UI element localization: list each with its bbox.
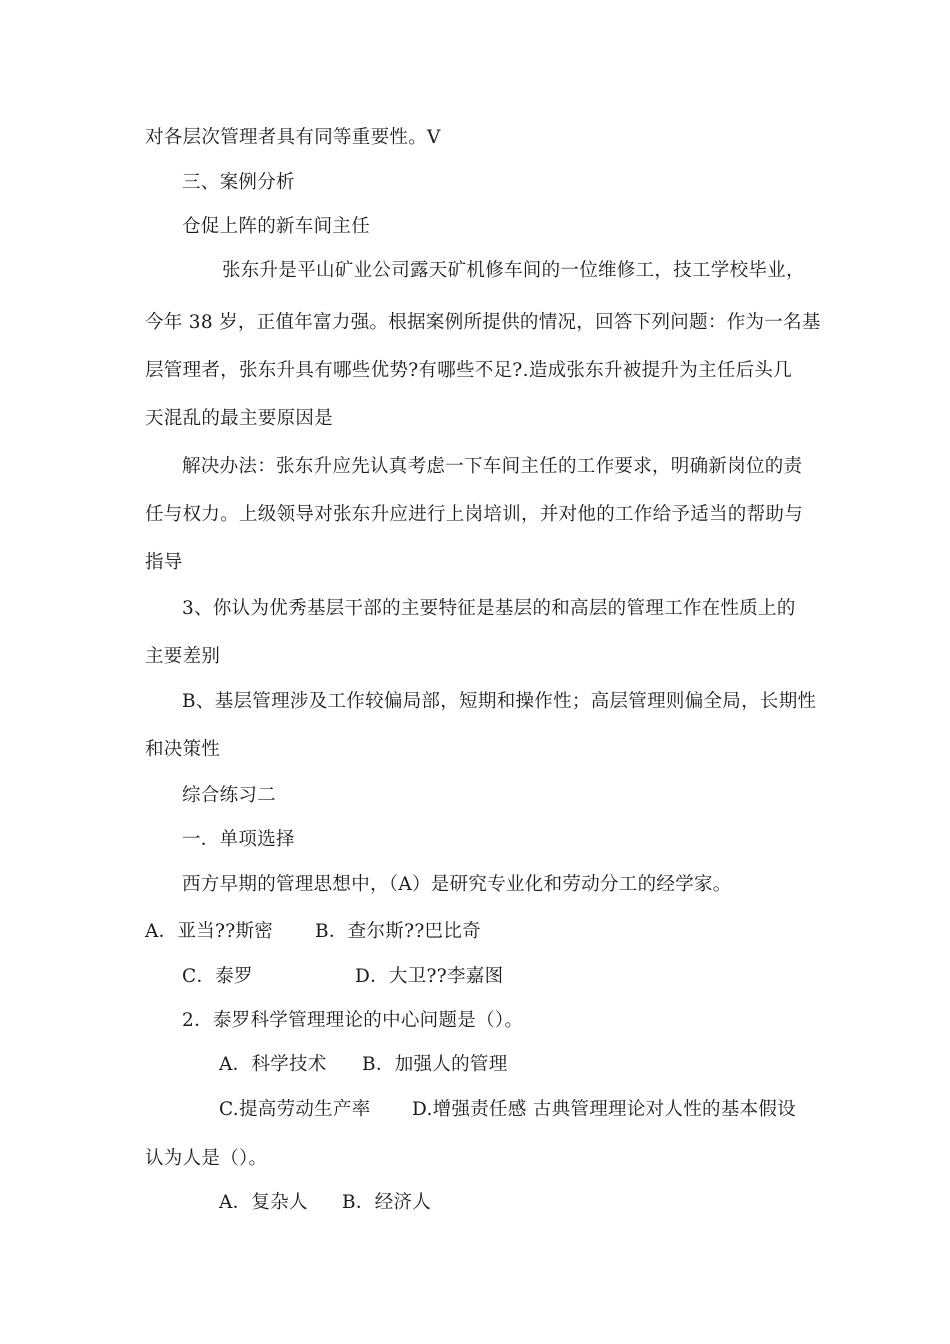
option-a: A．亚当??斯密 (145, 921, 274, 942)
paragraph-line: 今年 38 岁，正值年富力强。根据案例所提供的情况，回答下列问题：作为一名基 (145, 312, 821, 333)
question-stem: 认为人是（）。 (145, 1148, 268, 1169)
option-b: B．加强人的管理 (362, 1054, 508, 1075)
question-stem: 2．泰罗科学管理理论的中心问题是（）。 (182, 1010, 524, 1031)
paragraph-line: B、基层管理涉及工作较偏局部，短期和操作性；高层管理则偏全局，长期性 (182, 691, 817, 712)
question-stem: 西方早期的管理思想中，（A）是研究专业化和劳动分工的经学家。 (182, 874, 732, 895)
option-c: C．泰罗 (182, 966, 253, 987)
paragraph-line: 对各层次管理者具有同等重要性。V (145, 127, 441, 148)
option-b: B．查尔斯??巴比奇 (315, 921, 481, 942)
option-d: D.增强责任感 古典管理理论对人性的基本假设 (412, 1099, 797, 1120)
section-heading: 一．单项选择 (182, 829, 295, 850)
option-d: D．大卫??李嘉图 (355, 966, 504, 987)
section-heading: 综合练习二 (182, 785, 277, 806)
paragraph-line: 3、你认为优秀基层干部的主要特征是基层的和高层的管理工作在性质上的 (182, 598, 796, 619)
paragraph-line: 解决办法：张东升应先认真考虑一下车间主任的工作要求，明确新岗位的责 (182, 456, 803, 477)
option-c: C.提高劳动生产率 (219, 1099, 371, 1120)
paragraph-line: 层管理者，张东升具有哪些优势?有哪些不足?.造成张东升被提升为主任后头几 (145, 360, 793, 381)
paragraph-line: 张东升是平山矿业公司露天矿机修车间的一位维修工，技工学校毕业， (222, 260, 805, 281)
option-a: A．复杂人 (219, 1192, 308, 1213)
paragraph-line: 指导 (145, 552, 183, 573)
case-title: 仓促上阵的新车间主任 (182, 216, 371, 237)
paragraph-line: 天混乱的最主要原因是 (145, 408, 334, 429)
paragraph-line: 任与权力。上级领导对张东升应进行上岗培训，并对他的工作给予适当的帮助与 (145, 504, 804, 525)
option-b: B．经济人 (342, 1192, 432, 1213)
option-a: A．科学技术 (219, 1054, 327, 1075)
paragraph-line: 和决策性 (145, 739, 221, 760)
section-heading: 三、案例分析 (182, 172, 295, 193)
paragraph-line: 主要差别 (145, 646, 221, 667)
